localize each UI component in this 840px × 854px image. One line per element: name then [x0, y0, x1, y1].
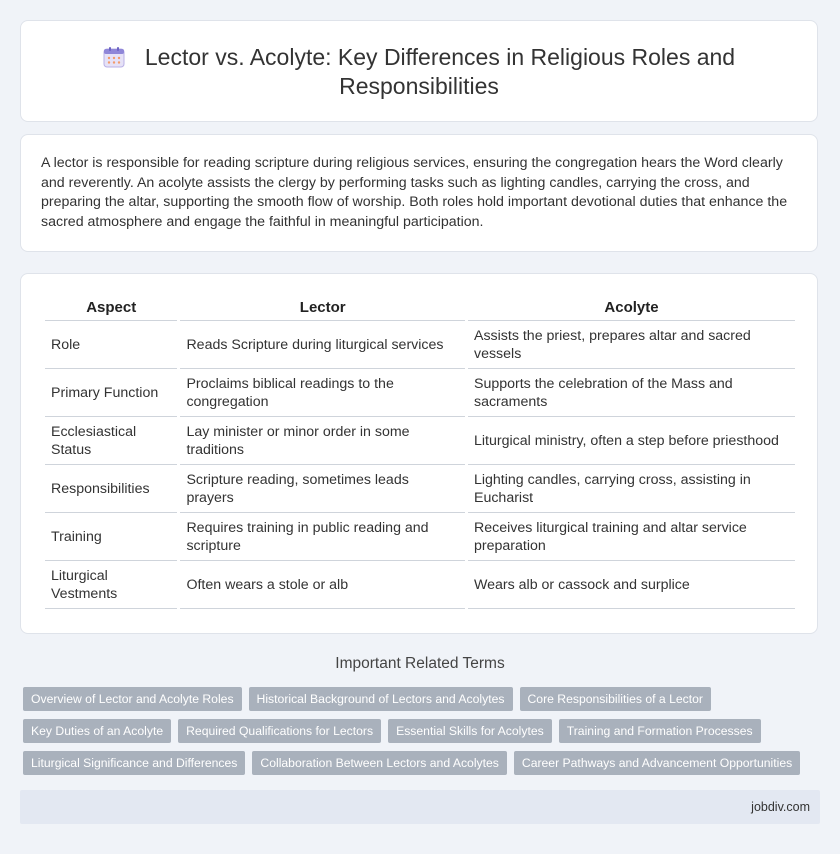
- tag-row: [23, 687, 823, 711]
- cell-acolyte: Liturgical ministry, often a step before priesthood: [468, 417, 795, 465]
- table-row: [45, 369, 795, 417]
- related-tag[interactable]: Career Pathways and Advancement Opportunities: [514, 751, 800, 775]
- table-header-row: [45, 294, 795, 321]
- cell-lector: Reads Scripture during liturgical services: [180, 321, 465, 369]
- cell-acolyte: Wears alb or cassock and surplice: [468, 561, 795, 609]
- related-tag[interactable]: Historical Background of Lectors and Acolytes: [249, 687, 513, 711]
- related-tag[interactable]: Overview of Lector and Acolyte Roles: [23, 687, 242, 711]
- table-row: [45, 513, 795, 561]
- cell-lector: Scripture reading, sometimes leads prayers: [180, 465, 465, 513]
- cell-acolyte: Supports the celebration of the Mass and sacraments: [468, 369, 795, 417]
- table-row: [45, 321, 795, 369]
- related-tag[interactable]: Collaboration Between Lectors and Acolytes: [252, 751, 506, 775]
- header-acolyte: Acolyte: [468, 294, 795, 321]
- intro-paragraph: A lector is responsible for reading scripture during religious services, ensuring the congregation hears the Word clearly and reverently. An acolyte assists the clergy by performing tasks such as lighting candles, carrying the cross, and preparing the altar, supporting the smooth flow of worship. Both roles hold important devotional duties that enhance the sacred atmosphere and engage the faithful in meaningful participation.: [41, 155, 788, 231]
- comparison-card: [20, 273, 818, 634]
- cell-acolyte: Assists the priest, prepares altar and sacred vessels: [468, 321, 795, 369]
- related-tags: [23, 687, 823, 783]
- table-row: [45, 561, 795, 609]
- cell-aspect: Responsibilities: [45, 465, 177, 513]
- header-aspect: Aspect: [45, 294, 177, 321]
- cell-acolyte: Lighting candles, carrying cross, assisting in Eucharist: [468, 465, 795, 513]
- tag-row: [23, 719, 823, 743]
- comparison-table: [42, 294, 798, 609]
- related-terms-title: Important Related Terms: [335, 655, 505, 672]
- table-row: [45, 417, 795, 465]
- cell-lector: Proclaims biblical readings to the congregation: [180, 369, 465, 417]
- related-tag[interactable]: Liturgical Significance and Differences: [23, 751, 245, 775]
- related-tag[interactable]: Required Qualifications for Lectors: [178, 719, 381, 743]
- title-card: [20, 20, 818, 122]
- cell-aspect: Ecclesiastical Status: [45, 417, 177, 465]
- related-tag[interactable]: Key Duties of an Acolyte: [23, 719, 171, 743]
- cell-lector: Requires training in public reading and scripture: [180, 513, 465, 561]
- related-tag[interactable]: Essential Skills for Acolytes: [388, 719, 552, 743]
- calendar-icon: [103, 46, 125, 68]
- related-tag[interactable]: Core Responsibilities of a Lector: [520, 687, 711, 711]
- cell-lector: Lay minister or minor order in some traditions: [180, 417, 465, 465]
- cell-lector: Often wears a stole or alb: [180, 561, 465, 609]
- table-row: [45, 465, 795, 513]
- cell-acolyte: Receives liturgical training and altar service preparation: [468, 513, 795, 561]
- footer: [20, 790, 820, 824]
- related-tag[interactable]: Training and Formation Processes: [559, 719, 761, 743]
- tag-row: [23, 751, 823, 775]
- intro-card: [20, 134, 818, 252]
- cell-aspect: Primary Function: [45, 369, 177, 417]
- page-title-wrap: [21, 43, 817, 101]
- cell-aspect: Role: [45, 321, 177, 369]
- footer-site-link[interactable]: jobdiv.com: [751, 800, 810, 814]
- header-lector: Lector: [180, 294, 465, 321]
- cell-aspect: Training: [45, 513, 177, 561]
- cell-aspect: Liturgical Vestments: [45, 561, 177, 609]
- page-title: Lector vs. Acolyte: Key Differences in Religious Roles and Responsibilities: [144, 44, 736, 99]
